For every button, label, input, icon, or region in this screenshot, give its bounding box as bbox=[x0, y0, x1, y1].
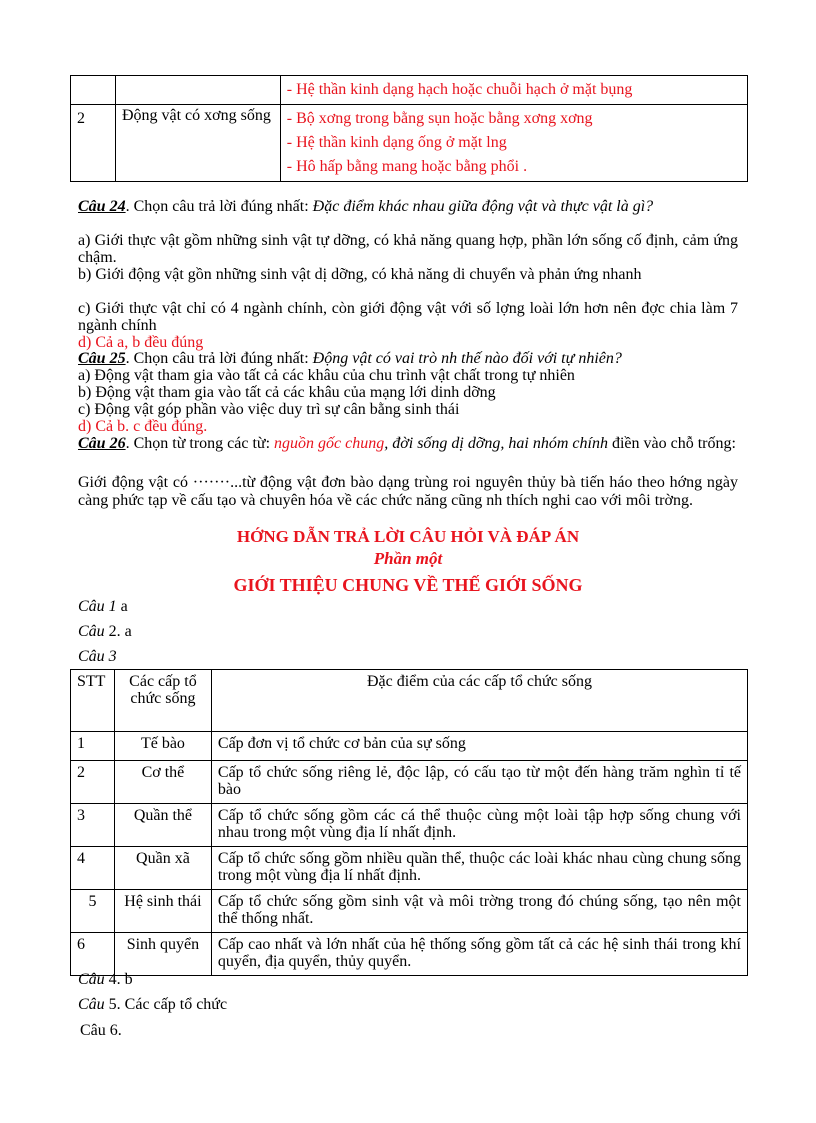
table-cell: 3 bbox=[71, 804, 115, 847]
q24-option-b: b) Giới động vật gồn những sinh vật dị dỡng, có khả năng di chuyển và phản ứng nhanh bbox=[78, 266, 642, 283]
answer-4 bbox=[78, 971, 738, 988]
table-row bbox=[71, 105, 748, 182]
q26-label: Câu 26 bbox=[78, 435, 126, 452]
levels-table bbox=[70, 669, 748, 976]
answer-4-label: Câu bbox=[78, 971, 105, 988]
answer-5-value: 5. Các cấp tổ chức bbox=[104, 996, 228, 1013]
q25-label: Câu 25 bbox=[78, 350, 126, 367]
table-cell: Hệ sinh thái bbox=[114, 890, 211, 933]
table-cell: Cấp tổ chức sống riêng lẻ, độc lập, có cấu tạo từ một đến hàng trăm nghìn tỉ tế bào bbox=[211, 761, 747, 804]
table-header-cell: Đặc điểm của các cấp tổ chức sống bbox=[211, 670, 747, 732]
q24-intro: . Chọn câu trả lời đúng nhất: bbox=[125, 198, 313, 215]
answer-4-value: 4. b bbox=[104, 971, 133, 988]
answer-6: Câu 6. bbox=[80, 1022, 122, 1039]
answer-2-value: 2. a bbox=[104, 623, 132, 640]
table-cell: Cấp cao nhất và lớn nhất của hệ thống sống gồm tất cả các hệ sinh thái trong khí quyển, địa quyển, thủy quyển. bbox=[211, 933, 747, 976]
table-header-cell: STT bbox=[71, 670, 115, 732]
answer-1-label: Câu 1 bbox=[78, 598, 117, 615]
answer-5 bbox=[78, 996, 738, 1013]
table-cell bbox=[280, 105, 747, 182]
table-cell: Quần thể bbox=[114, 804, 211, 847]
q26-option-1: nguồn gốc chung bbox=[274, 435, 385, 452]
table-cell-line: - Hệ thần kinh dạng hạch hoặc chuỗi hạch ở mặt bụng bbox=[286, 81, 633, 98]
q24-option-c: c) Giới thực vật chỉ có 4 ngành chính, còn giới động vật với số lợng loài lớn hơn nên đợc chia làm 7 ngành chính bbox=[78, 300, 738, 334]
q25-option-b: b) Động vật tham gia vào tất cả các khâu của mạng lới dinh dỡng bbox=[78, 384, 496, 401]
q25-question-text: Động vật có vai trò nh thế nào đối với tự nhiên? bbox=[312, 350, 622, 367]
q26-fill-text: Giới động vật có ·······...từ động vật đơn bào dạng trùng roi nguyên thủy bà tiến háo theo hớng ngày càng phức tạp về cấu tạo và chuyên hóa về các chức năng cũng nh thích nghi cao với môi trờng. bbox=[78, 474, 738, 509]
table-row bbox=[71, 732, 748, 761]
q25-option-d: d) Cả b. c đều đúng. bbox=[78, 418, 208, 435]
q25-question bbox=[78, 350, 738, 367]
table-header-row bbox=[71, 670, 748, 732]
q25-intro: . Chọn câu trả lời đúng nhất: bbox=[125, 350, 313, 367]
table-cell: Tế bào bbox=[114, 732, 211, 761]
table-cell bbox=[115, 76, 280, 105]
table-row bbox=[71, 933, 748, 976]
q24-option-d: d) Cả a, b đều đúng bbox=[78, 334, 204, 351]
table-cell: Động vật có xơng sống bbox=[115, 105, 280, 182]
heading-part-one: Phần một bbox=[373, 549, 443, 568]
table-row bbox=[71, 890, 748, 933]
q24-question-text: Đặc điểm khác nhau giữa động vật và thực vật là gì? bbox=[312, 198, 654, 215]
table-header-cell: Các cấp tổ chức sống bbox=[114, 670, 211, 732]
table-cell: 2 bbox=[71, 761, 115, 804]
table-cell-line: - Bộ xơng trong bằng sụn hoặc bằng xơng xơng bbox=[286, 110, 593, 127]
answer-2 bbox=[78, 623, 738, 640]
answer-5-label: Câu bbox=[78, 996, 105, 1013]
answer-3-label: Câu 3 bbox=[78, 648, 117, 665]
table-cell: 4 bbox=[71, 847, 115, 890]
table-cell-line: - Hô hấp bằng mang hoặc bằng phổi . bbox=[286, 158, 528, 175]
table-cell: Cấp tổ chức sống gồm sinh vật và môi trờng trong đó chúng sống, tạo nên một thể thống nhất. bbox=[211, 890, 747, 933]
answer-2-label: Câu bbox=[78, 623, 105, 640]
heading-section-title: GIỚI THIỆU CHUNG VỀ THẾ GIỚI SỐNG bbox=[233, 575, 583, 595]
heading-answer-guide: HỚNG DẪN TRẢ LỜI CÂU HỎI VÀ ĐÁP ÁN bbox=[236, 527, 580, 546]
answer-1 bbox=[78, 598, 738, 615]
q24-question bbox=[78, 198, 738, 215]
table-cell: Quần xã bbox=[114, 847, 211, 890]
q24-label: Câu 24 bbox=[78, 198, 126, 215]
q26-intro: . Chọn từ trong các từ: bbox=[125, 435, 275, 452]
table-cell: 2 bbox=[71, 105, 116, 182]
q26-question bbox=[78, 435, 738, 452]
table-cell: Cấp đơn vị tổ chức cơ bản của sự sống bbox=[211, 732, 747, 761]
table-row bbox=[71, 761, 748, 804]
top-table bbox=[70, 75, 748, 182]
table-cell bbox=[71, 76, 116, 105]
answer-1-value: a bbox=[116, 598, 128, 615]
q25-option-c: c) Động vật góp phần vào việc duy trì sự cân bằng sinh thái bbox=[78, 401, 460, 418]
q24-option-a: a) Giới thực vật gồm những sinh vật tự dỡng, có khả năng quang hợp, phần lớn sống cố định, cảm ứng chậm. bbox=[78, 232, 738, 266]
q26-option-2: , đời sống dị dỡng, hai nhóm chính bbox=[384, 435, 608, 452]
table-row bbox=[71, 847, 748, 890]
table-row bbox=[71, 76, 748, 105]
q25-option-a: a) Động vật tham gia vào tất cả các khâu của chu trình vật chất trong tự nhiên bbox=[78, 367, 575, 384]
table-cell-line: - Hệ thần kinh dạng ống ở mặt lng bbox=[286, 134, 507, 151]
q26-tail: điền vào chỗ trống: bbox=[607, 435, 736, 452]
table-cell: 6 bbox=[71, 933, 115, 976]
table-cell: 1 bbox=[71, 732, 115, 761]
table-cell: Cấp tổ chức sống gồm nhiều quần thể, thuộc các loài khác nhau cùng chung sống trong một vùng địa lí nhất định. bbox=[211, 847, 747, 890]
table-cell: Sinh quyển bbox=[114, 933, 211, 976]
table-row bbox=[71, 804, 748, 847]
table-cell: Cơ thể bbox=[114, 761, 211, 804]
table-cell: 5 bbox=[71, 890, 115, 933]
table-cell: Cấp tổ chức sống gồm các cá thể thuộc cùng một loài tập hợp sống chung với nhau trong một vùng địa lí nhất định. bbox=[211, 804, 747, 847]
table-cell bbox=[280, 76, 747, 105]
